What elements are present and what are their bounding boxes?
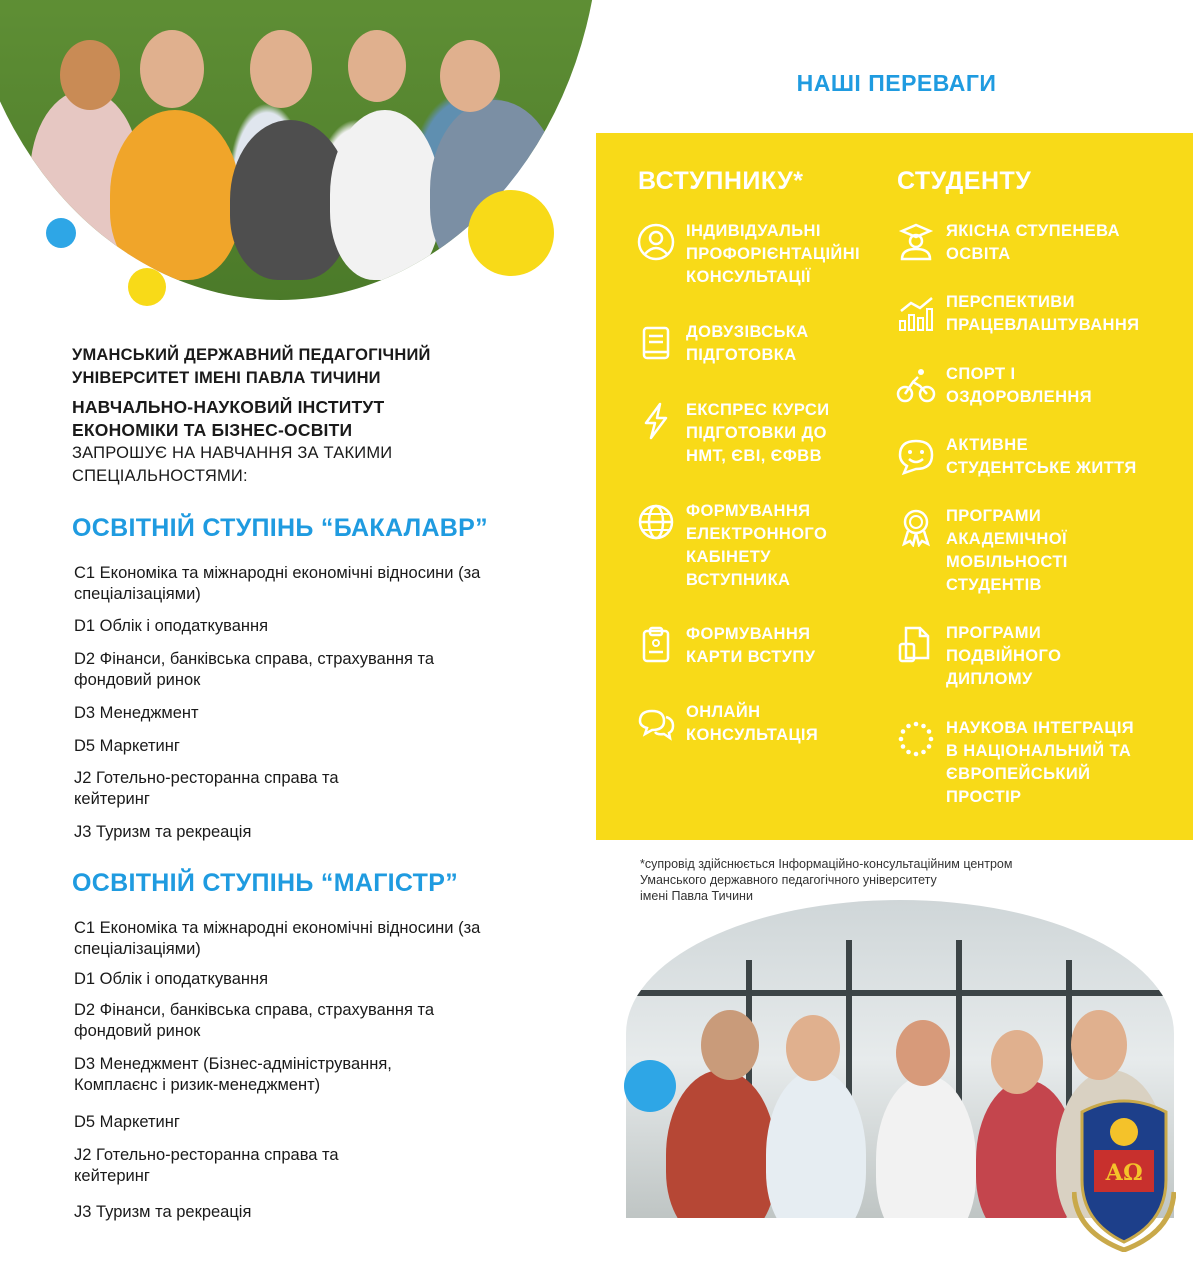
applicant-item	[636, 701, 818, 747]
student-item	[896, 717, 1134, 809]
lightning-icon	[636, 401, 676, 441]
graduate-icon	[896, 222, 936, 262]
master-specialty: D1 Облік і оподаткування	[74, 970, 269, 988]
institute-name-line1: НАВЧАЛЬНО-НАУКОВИЙ ІНСТИТУТ	[72, 397, 385, 417]
chat-bubbles-icon	[636, 703, 676, 743]
master-specialty: J2 Готельно-ресторанна справа та кейтеринг	[74, 1146, 339, 1185]
student-item-text: АКТИВНЕ СТУДЕНТСЬКЕ ЖИТТЯ	[946, 436, 1137, 477]
bachelor-specialty: J3 Туризм та рекреація	[74, 823, 252, 841]
student-item-text: СПОРТ І ОЗДОРОВЛЕННЯ	[946, 365, 1092, 406]
bachelor-specialty: D1 Облік і оподаткування	[74, 617, 269, 635]
student-item	[896, 220, 1120, 266]
master-specialty: D5 Маркетинг	[74, 1113, 180, 1131]
invite-line2: СПЕЦІАЛЬНОСТЯМИ:	[72, 467, 248, 485]
smile-bubble-icon	[896, 436, 936, 476]
applicant-item	[636, 500, 827, 592]
university-crest-icon	[1072, 1092, 1176, 1252]
growth-chart-icon	[896, 293, 936, 333]
decor-blue-circle	[624, 1060, 676, 1112]
student-column-title: СТУДЕНТУ	[897, 167, 1032, 195]
cyclist-icon	[896, 365, 936, 405]
master-specialty: D2 Фінанси, банківська справа, страхування та фондовий ринок	[74, 1001, 435, 1040]
applicant-item-text: ДОВУЗІВСЬКА ПІДГОТОВКА	[686, 323, 809, 364]
university-name-line1: УМАНСЬКИЙ ДЕРЖАВНИЙ ПЕДАГОГІЧНИЙ	[72, 346, 431, 364]
applicant-item-text: ФОРМУВАННЯ КАРТИ ВСТУПУ	[686, 625, 816, 666]
bachelor-specialty: D3 Менеджмент	[74, 704, 199, 722]
master-title: ОСВІТНІЙ СТУПІНЬ “МАГІСТР”	[72, 869, 458, 897]
applicant-item-text: ФОРМУВАННЯ ЕЛЕКТРОННОГО КАБІНЕТУ ВСТУПНИКА	[686, 502, 828, 589]
student-item-text: НАУКОВА ІНТЕГРАЦІЯ В НАЦІОНАЛЬНИЙ ТА ЄВРОПЕЙСЬКИЙ ПРОСТІР	[946, 719, 1135, 806]
applicant-item	[636, 220, 860, 289]
decor-blue-circle	[46, 218, 76, 248]
university-intro	[72, 344, 512, 488]
master-specialty: С1 Економіка та міжнародні економічні відносини (за спеціалізаціями)	[74, 919, 481, 958]
bachelor-specialty: J2 Готельно-ресторанна справа та кейтеринг	[74, 769, 339, 808]
student-item-text: ПЕРСПЕКТИВИ ПРАЦЕВЛАШТУВАННЯ	[946, 293, 1140, 334]
crest-letters: АΩ	[1105, 1160, 1143, 1186]
applicant-item	[636, 623, 815, 669]
user-circle-icon	[636, 222, 676, 262]
student-item-text: ПРОГРАМИ ПОДВІЙНОГО ДИПЛОМУ	[946, 624, 1062, 688]
clipboard-icon	[636, 625, 676, 665]
student-item	[896, 434, 1137, 480]
student-item	[896, 363, 1092, 409]
student-item	[896, 291, 1139, 337]
student-item-text: ПРОГРАМИ АКАДЕМІЧНОЇ МОБІЛЬНОСТІ СТУДЕНТІВ	[946, 507, 1068, 594]
applicant-item	[636, 399, 829, 468]
applicant-item-text: ЕКСПРЕС КУРСИ ПІДГОТОВКИ ДО НМТ, ЄВІ, ЄФВВ	[686, 401, 830, 465]
book-icon	[636, 323, 676, 363]
master-specialty: D3 Менеджмент (Бізнес-адміністрування, Комплаєнс і ризик-менеджмент)	[74, 1055, 392, 1094]
bachelor-specialty: D5 Маркетинг	[74, 737, 180, 755]
award-icon	[896, 507, 936, 547]
bachelor-title: ОСВІТНІЙ СТУПІНЬ “БАКАЛАВР”	[72, 514, 488, 542]
globe-icon	[636, 502, 676, 542]
applicant-item-text: ІНДИВІДУАЛЬНІ ПРОФОРІЄНТАЦІЙНІ КОНСУЛЬТАЦІЇ	[686, 222, 860, 286]
applicant-column-title: ВСТУПНИКУ*	[638, 167, 804, 195]
bachelor-specialty: D2 Фінанси, банківська справа, страхування та фондовий ринок	[74, 650, 435, 689]
applicant-item	[636, 321, 809, 367]
student-item	[896, 505, 1068, 597]
university-name-line2: УНІВЕРСИТЕТ ІМЕНІ ПАВЛА ТИЧИНИ	[72, 369, 381, 387]
footnote: *супровід здійснюється Інформаційно-консультаційним центром Уманського державного педагогічного університету імені Павла Тичини	[640, 857, 1013, 903]
student-item	[896, 622, 1061, 691]
master-specialty: J3 Туризм та рекреація	[74, 1203, 252, 1221]
student-item-text: ЯКІСНА СТУПЕНЕВА ОСВІТА	[946, 222, 1120, 263]
decor-yellow-circle	[128, 268, 166, 306]
documents-icon	[896, 624, 936, 664]
institute-name-line2: ЕКОНОМІКИ ТА БІЗНЕС-ОСВІТИ	[72, 420, 353, 440]
invite-line1: ЗАПРОШУЄ НА НАВЧАННЯ ЗА ТАКИМИ	[72, 444, 393, 462]
applicant-item-text: ОНЛАЙН КОНСУЛЬТАЦІЯ	[686, 703, 819, 744]
eu-stars-icon	[896, 719, 936, 759]
advantages-title: НАШІ ПЕРЕВАГИ	[796, 70, 997, 96]
bachelor-specialty: С1 Економіка та міжнародні економічні відносини (за спеціалізаціями)	[74, 564, 481, 603]
decor-yellow-circle	[468, 190, 554, 276]
